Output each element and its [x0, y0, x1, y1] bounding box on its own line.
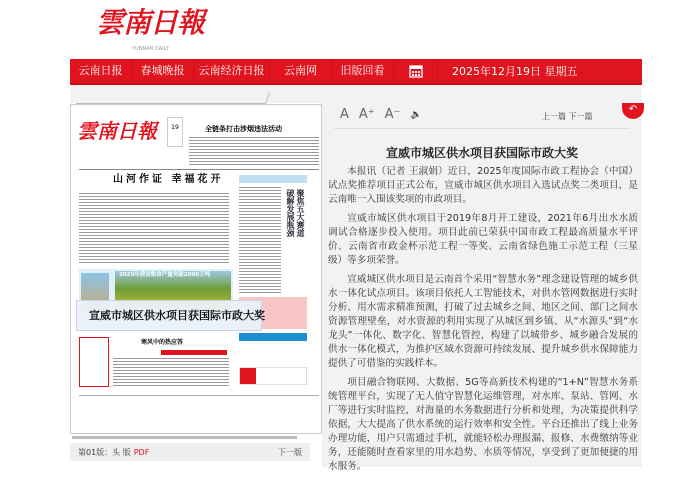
- nav-yunnan-economic-daily[interactable]: 云南经济日报: [194, 59, 270, 83]
- text-block: [239, 187, 281, 295]
- page-footer: [70, 443, 310, 461]
- calendar-icon: [409, 64, 423, 78]
- divider: [79, 395, 319, 396]
- toolbar-divider: [334, 128, 630, 129]
- paper-stack-decoration: [76, 92, 270, 104]
- text-block: [189, 137, 319, 165]
- blue-banner: [239, 333, 307, 341]
- paper-logo: 雲南日報: [77, 119, 157, 143]
- yunnan-daily-logo[interactable]: [96, 6, 216, 54]
- divider: [79, 169, 319, 170]
- ad-red-block: [240, 368, 256, 384]
- page-label-wrap: [78, 447, 149, 458]
- photo-caption: 2025年我省粮食产量突破2000万吨: [119, 272, 211, 278]
- pdf-icon[interactable]: PDF: [133, 447, 150, 457]
- paper-top-headline[interactable]: 全链条打击涉烟违法活动: [205, 125, 282, 133]
- nav-old-edition[interactable]: 旧版回看: [332, 59, 394, 83]
- text-block: [113, 358, 229, 387]
- article-paragraph: 宣威城区供水项目是云南首个采用“智慧水务”理念建设管理的城乡供水一体化试点项目。该项目依托人工智能技术，对供水管网数据进行实时分析、用水需求精准预测，打破了过去城乡之间、地区之间、部门之间水资源管理壁垒，对水资源的利用实现了从城区到乡镇、从“水源头”到“水龙头”一体化、数字化、智慧化管控，构建了以城带乡、城乡融合发展的供水一体化模式，为推护区域水资源可持续发展、提升城乡供水保障能力提供了可借鉴的实践样本。: [328, 274, 638, 369]
- speaker-icon[interactable]: 🔈: [410, 109, 422, 120]
- article-body: [328, 165, 638, 479]
- font-normal-button[interactable]: A: [340, 107, 349, 122]
- paper-bottom-headline[interactable]: 寒风中的热应答: [141, 339, 184, 346]
- paper-side-headline[interactable]: 聚焦五大赛道 破解发展瓶颈: [286, 189, 305, 237]
- newspaper-page-thumbnail[interactable]: [70, 104, 322, 434]
- article-paragraph: 项目融合物联网、大数据、5G等高新技术构建的“1+N”智慧水务系统管理平台，实现了无人值守智慧化运维管理，对水库、泵站、管网、水厂等进行实时监控，对海量的水务数据进行分析和处理，为决策提供科学依据，大大提高了供水系统的运行效率和安全性。平台还推出了线上业务办理功能，用户只需通过手机，就能轻松办理报漏、报修、水费缴纳等业务，还能随时查看家里的用水趋势、水质等情况，享受到了更加便捷的用水服务。: [328, 377, 638, 472]
- nav-yunnan-daily[interactable]: 云南日报: [70, 59, 132, 83]
- prev-next-article[interactable]: 上一篇 下一篇: [542, 112, 593, 121]
- paper-date-box: 19: [167, 117, 183, 147]
- red-banner: [161, 350, 227, 355]
- font-larger-button[interactable]: A⁺: [358, 107, 375, 122]
- article-tooltip: 宣威市城区供水项目获国际市政大奖: [76, 300, 262, 331]
- page-label: 第01版：头 版: [78, 447, 131, 457]
- text-block: [79, 193, 229, 263]
- article-panel: [322, 103, 642, 472]
- back-icon[interactable]: ↶: [622, 103, 644, 119]
- sidebar-box: [79, 337, 109, 387]
- font-toolbar: [340, 107, 422, 122]
- article-paragraph: 宣威市城区供水项目于2019年8月开工建设，2021年6月出水水质调试合格逐步投入使用。项目此前已荣获中国市政工程最高质量水平评价、云南省市政金杯示范工程一等奖、云南省绿色施工示范工程（三星级）等多项荣誉。: [328, 213, 638, 266]
- font-smaller-button[interactable]: A⁻: [384, 107, 401, 122]
- logo-text: 雲南日報: [96, 6, 205, 39]
- current-date: 2025年12月19日 星期五: [452, 65, 578, 78]
- article-title: 宣威市城区供水项目获国际市政大奖: [385, 146, 578, 160]
- ad-box: [239, 367, 307, 385]
- calendar-button[interactable]: [394, 59, 438, 83]
- top-nav: [70, 59, 642, 85]
- article-paragraph: 本报讯（记者 王淑娟）近日，2025年度国际市政工程协会（中国）试点奖推荐项目正式公布，宣威市城区供水项目入选试点奖二类项目，是云南唯一入围该奖项的市政项目。: [328, 166, 638, 205]
- logo-english: YUNNAN DAILY: [132, 46, 169, 52]
- nav-chuncheng-evening[interactable]: 春城晚报: [132, 59, 194, 83]
- next-page-link[interactable]: 下一版: [278, 447, 302, 457]
- paper-main-headline[interactable]: 山河作证 幸福花开: [113, 174, 224, 185]
- section-banner: [239, 175, 307, 183]
- paper-shadow: [72, 436, 297, 439]
- nav-yunnan-net[interactable]: 云南网: [270, 59, 332, 83]
